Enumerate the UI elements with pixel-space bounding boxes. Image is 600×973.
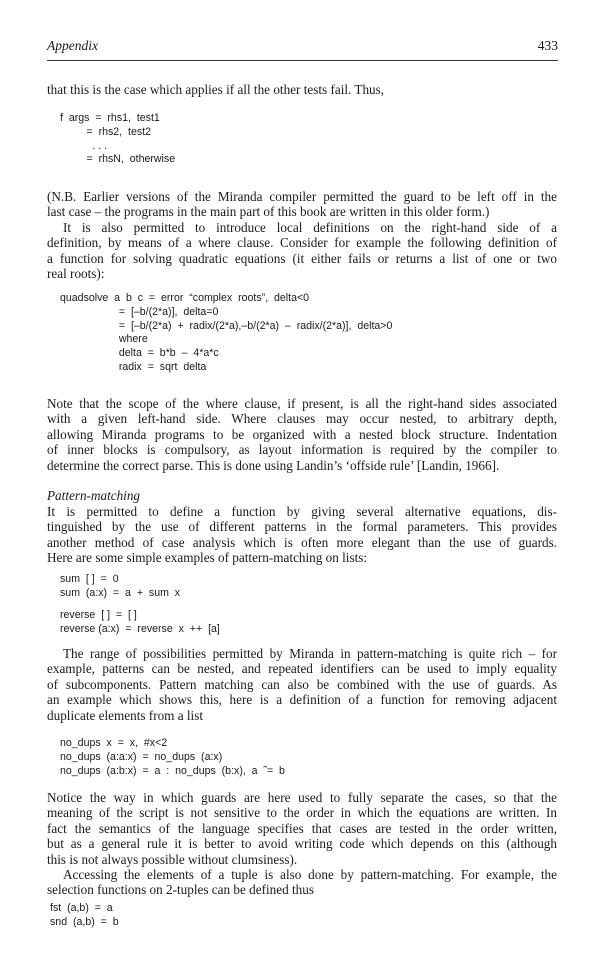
text-line: an example which shows this, here is a definition of a function for removing adjacent <box>47 692 557 708</box>
code-line: no_dups (a:b:x) = a : no_dups (b:x), a ˜= b <box>60 764 285 777</box>
text-line: another method of case analysis which is often more elegant than the use of guards. <box>47 534 557 550</box>
paragraph-3 <box>47 396 557 473</box>
chapter-title: Appendix <box>47 38 98 53</box>
code-block-no-dups <box>60 737 285 778</box>
paragraph-6 <box>47 790 557 898</box>
code-line: snd (a,b) = b <box>50 915 119 928</box>
code-line: fst (a,b) = a <box>50 902 113 914</box>
paragraph-4 <box>47 504 557 566</box>
text-line: Here are some simple examples of pattern-matching on lists: <box>47 550 368 566</box>
code-line: where <box>60 333 148 346</box>
text-line: meaning of the script is not sensitive to the order in which the equations are written. In <box>47 805 557 821</box>
text-line: example, patterns can be nested, and repeated identifiers can be used to imply equality <box>47 661 557 677</box>
code-line: = [–b/(2*a) + radix/(2*a),–b/(2*a) – radix/(2*a)], delta>0 <box>60 319 393 332</box>
text-line: a function for solving quadratic equations (it either fails or returns a list of one or two <box>47 250 557 266</box>
header-rule <box>47 60 558 61</box>
code-line: . . . <box>60 139 108 152</box>
text-line: that this is the case which applies if all the other tests fail. Thus, <box>47 82 385 97</box>
text-line: fact the semantics of the language specifies that cases are tested in the order written, <box>47 820 557 836</box>
code-line: sum (a:x) = a + sum x <box>60 586 181 599</box>
code-line: = rhsN, otherwise <box>60 153 176 166</box>
text-line: tinguished by the use of different patterns in the formal parameters. This provides <box>47 519 557 535</box>
text-line: The range of possibilities permitted by Miranda in pattern-matching is quite rich – for <box>63 646 557 661</box>
code-line: reverse (a:x) = reverse x ++ [a] <box>60 622 220 635</box>
running-header <box>47 38 558 58</box>
text-line: real roots): <box>47 266 105 282</box>
text-line: definition, by means of a where clause. Consider for example the following definition of <box>47 235 557 251</box>
code-block-sum <box>60 573 180 601</box>
code-line: reverse [ ] = [ ] <box>60 609 137 621</box>
text-line: Accessing the elements of a tuple is also done by pattern-matching. For example, the <box>63 867 557 883</box>
text-line: last case – the programs in the main part of this book are written in this older form.) <box>47 204 490 220</box>
code-line: = rhs2, test2 <box>60 125 151 138</box>
text-line: Notice the way in which guards are here used to fully separate the cases, so that the <box>47 790 557 805</box>
text-line: with a given left-hand side. Where clauses may occur nested, to arbitrary depth, <box>47 411 557 427</box>
code-line: quadsolve a b c = error “complex roots”, delta<0 <box>60 292 310 304</box>
text-line: determine the correct parse. This is done using Landin’s ‘offside rule’ [Landin, 1966]. <box>47 457 500 473</box>
text-line: of inner blocks is compulsory, as layout information is required by the compiler to <box>47 442 557 458</box>
text-line: of subcomponents. Pattern matching can also be combined with the use of guards. As <box>47 676 557 692</box>
code-line: radix = sqrt delta <box>60 360 207 373</box>
text-line: (N.B. Earlier versions of the Miranda compiler permitted the guard to be left off in the <box>47 189 557 204</box>
paragraph-5 <box>47 646 557 723</box>
code-line: no_dups (a:a:x) = no_dups (a:x) <box>60 750 223 763</box>
text-line: Note that the scope of the where clause, if present, is all the right-hand sides associated <box>47 396 557 411</box>
page-number: 433 <box>537 38 558 53</box>
code-line: delta = b*b – 4*a*c <box>60 347 219 360</box>
paragraph-1 <box>47 82 557 97</box>
code-line: sum [ ] = 0 <box>60 573 119 585</box>
code-block-reverse <box>60 609 220 637</box>
text-line: allowing Miranda programs to be organized with a nested block structure. Indentation <box>47 426 557 442</box>
paragraph-2 <box>47 189 557 281</box>
text-line: this is not always possible without clumsiness). <box>47 851 298 867</box>
code-block-tuples <box>50 902 119 930</box>
section-heading: Pattern-matching <box>47 488 141 503</box>
code-line: = [–b/(2*a)], delta=0 <box>60 305 219 318</box>
code-line: f args = rhs1, test1 <box>60 112 160 124</box>
text-line: but as a general rule it is better to avoid writing code which depends on this (although <box>47 836 557 852</box>
text-line: duplicate elements from a list <box>47 707 204 723</box>
code-block-guards <box>60 112 175 167</box>
text-line: selection functions on 2-tuples can be defined thus <box>47 882 314 898</box>
text-line: It is permitted to define a function by giving several alternative equations, dis- <box>47 504 557 519</box>
code-block-quadsolve <box>60 292 392 375</box>
text-line: It is also permitted to introduce local definitions on the right-hand side of a <box>63 219 557 235</box>
code-line: no_dups x = x, #x<2 <box>60 737 168 749</box>
